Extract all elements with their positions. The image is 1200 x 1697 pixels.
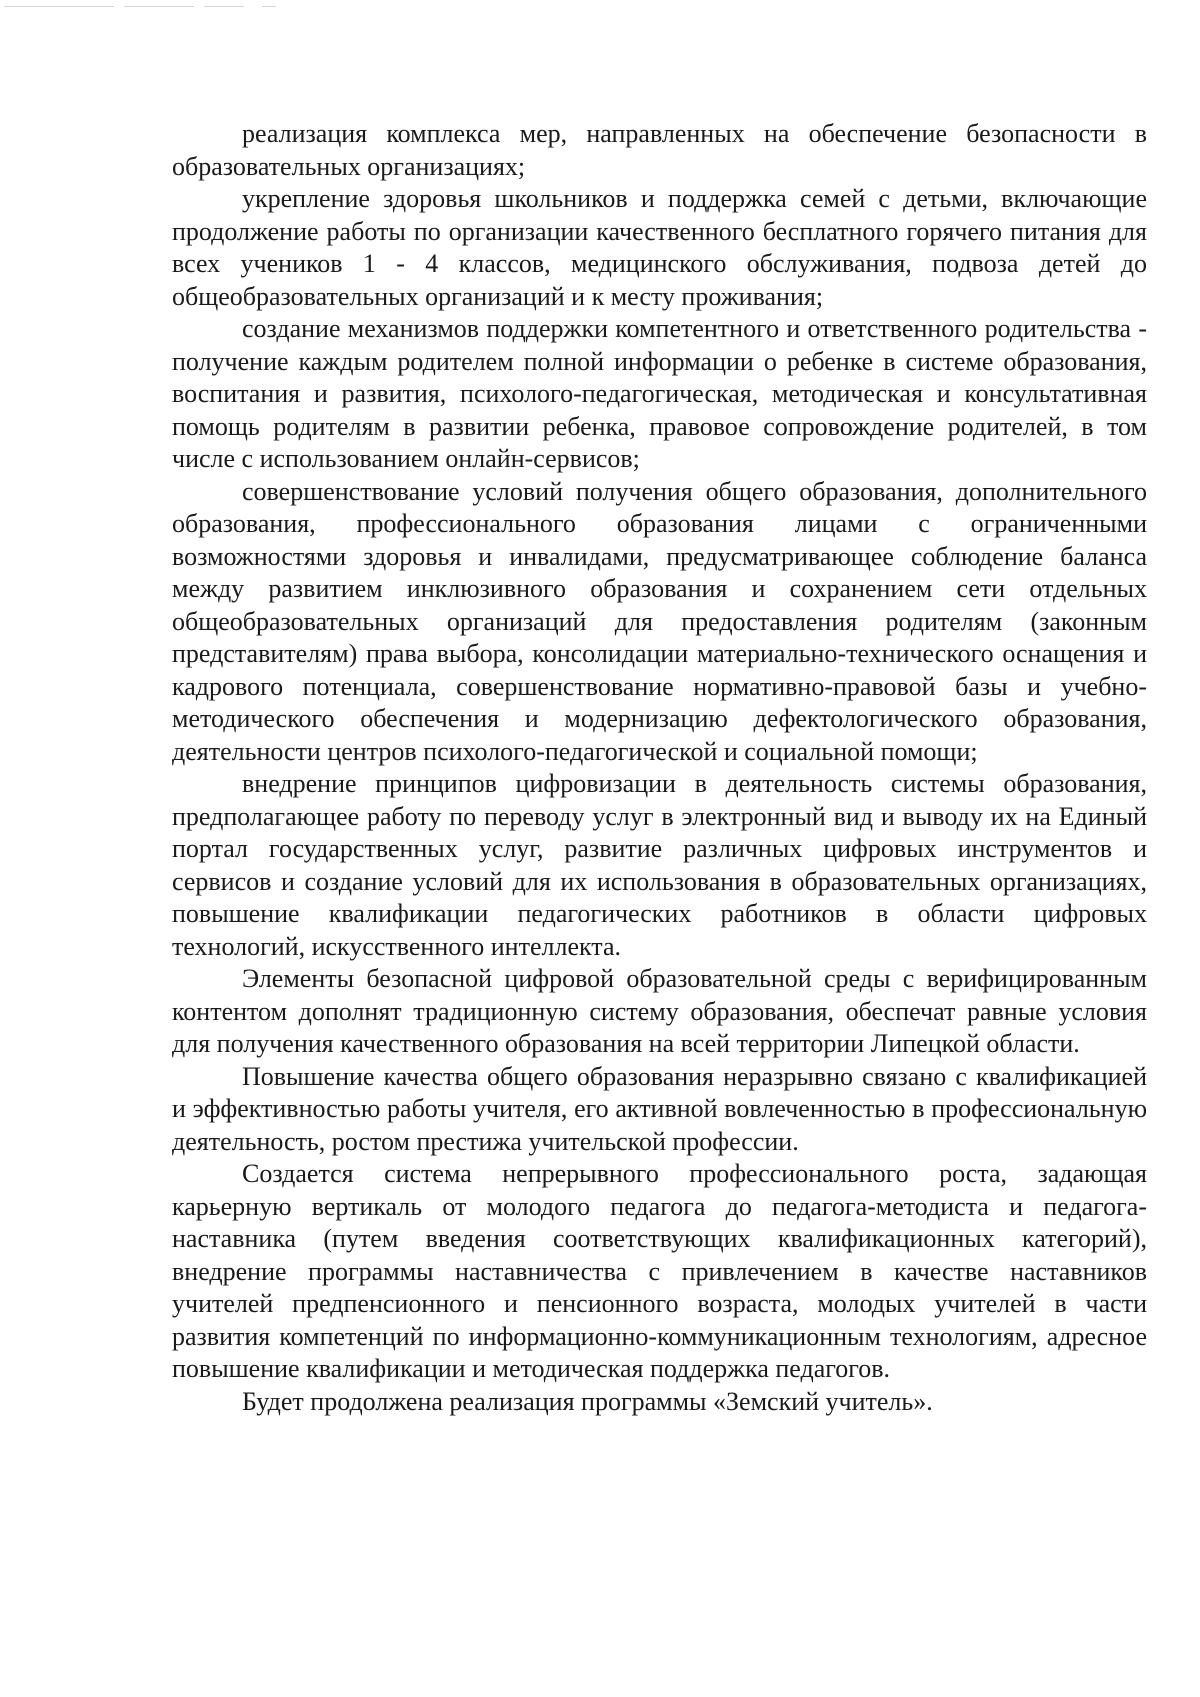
- paragraph-teacher-quality: Повышение качества общего образования неразрывно связано с квалификацией и эффективностью работы учителя, его активной вовлеченностью в профессиональную деятельность, ростом престижа учительской профессии.: [172, 1061, 1147, 1156]
- paragraph-student-health: укрепление здоровья школьников и поддержка семей с детьми, включающие продолжение работы по организации качественного бесплатного горячего питания для всех учеников 1 - 4 классов, медицинского обслуживания, подвоза детей до общеобразовательных организаций и к месту проживания;: [172, 184, 1147, 311]
- paragraph-digital-environment: Элементы безопасной цифровой образовательной среды с верифицированным контентом дополнят традиционную систему образования, обеспечат равные условия для получения качественного образования на всей территории Липецкой области.: [172, 964, 1147, 1058]
- paragraph-digitalization: внедрение принципов цифровизации в деятельность системы образования, предполагающее работу по переводу услуг в электронный вид и выводу их на Единый портал государственных услуг, развитие различных цифровых инструментов и сервисов и создание условий для их использования в образовательных организациях, повышение квалификации педагогических работников в области цифровых технологий, искусственного интеллекта.: [172, 769, 1147, 961]
- paragraph-safety-measures: реализация комплекса мер, направленных на обеспечение безопасности в образовательных организациях;: [172, 119, 1147, 181]
- scan-header-artifact: [0, 0, 300, 14]
- document-body: [172, 118, 1147, 1418]
- paragraph-inclusive-education: совершенствование условий получения общего образования, дополнительного образования, профессионального образования лицами с ограниченными возможностями здоровья и инвалидами, предусматривающее соблюдение баланса между развитием инклюзивного образования и сохранением сети отдельных общеобразовательных организаций для предоставления родителям (законным представителям) права выбора, консолидации материально-технического оснащения и кадрового потенциала, совершенствование нормативно-правовой базы и учебно-методического обеспечения и модернизацию дефектологического образования, деятельности центров психолого-педагогической и социальной помощи;: [172, 476, 1147, 766]
- paragraph-professional-growth: Создается система непрерывного профессионального роста, задающая карьерную вертикаль от молодого педагога до педагога-методиста и педагога-наставника (путем введения соответствующих квалификационных категорий), внедрение программы наставничества с привлечением в качестве наставников учителей предпенсионного и пенсионного возраста, молодых учителей в части развития компетенций по информационно-коммуникационным технологиям, адресное повышение квалификации и методическая поддержка педагогов.: [172, 1159, 1147, 1383]
- paragraph-parenting-support: создание механизмов поддержки компетентного и ответственного родительства - получение каждым родителем полной информации о ребенке в системе образования, воспитания и развития, психолого-педагогическая, методическая и консультативная помощь родителям в развитии ребенка, правовое сопровождение родителей, в том числе с использованием онлайн-сервисов;: [172, 314, 1147, 473]
- paragraph-zemsky-teacher: Будет продолжена реализация программы «Земский учитель».: [242, 1386, 933, 1416]
